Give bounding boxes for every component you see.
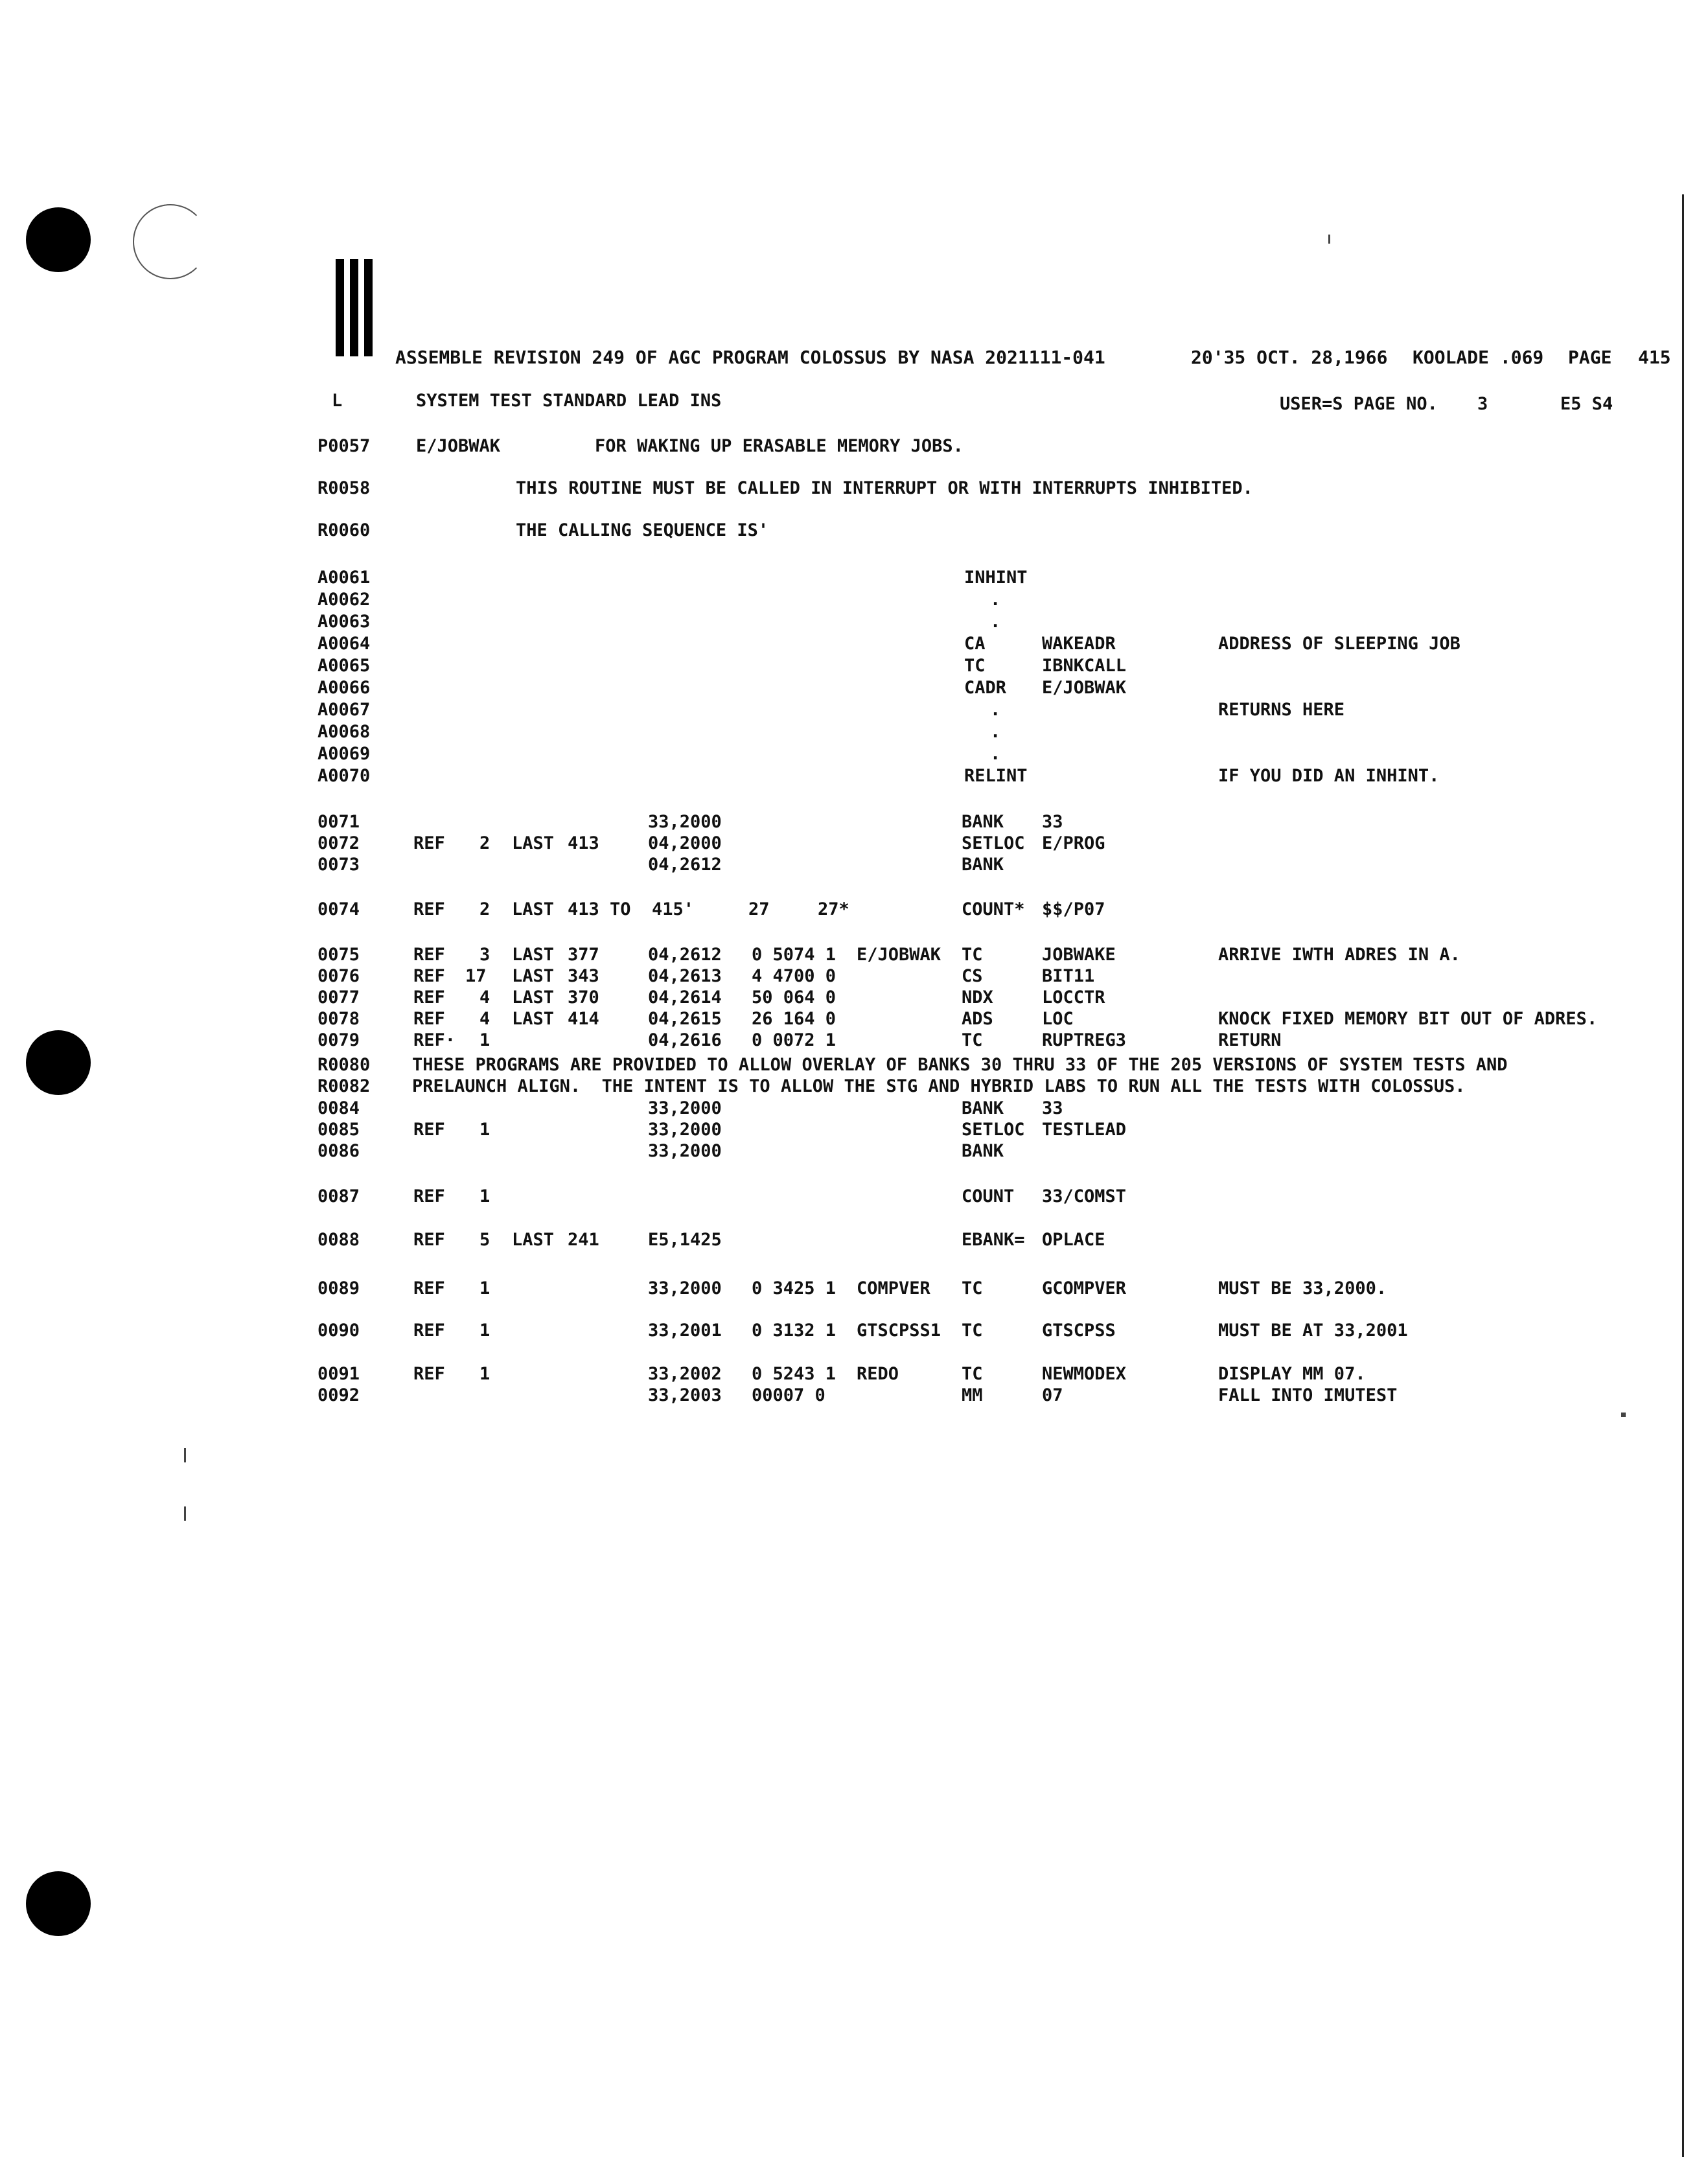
line-number: A0070 bbox=[317, 766, 371, 786]
ref-marker: REF bbox=[413, 1230, 445, 1250]
line-number: 0079 bbox=[317, 1030, 360, 1050]
sequence-op: TC bbox=[964, 656, 986, 676]
ref-count: 3 bbox=[479, 945, 490, 965]
last-number: 370 bbox=[568, 987, 599, 1008]
address: 33,2000 bbox=[648, 1120, 722, 1140]
sequence-operand: E/JOBWAK bbox=[1042, 678, 1127, 698]
line-number: 0078 bbox=[317, 1009, 360, 1029]
line-number: 0073 bbox=[317, 855, 360, 875]
sequence-op: . bbox=[990, 700, 1001, 720]
line-number: A0069 bbox=[317, 744, 371, 764]
ref-count: 1 bbox=[479, 1321, 490, 1341]
punch-hole-outline bbox=[133, 204, 208, 279]
ref-count: 4 bbox=[479, 1009, 490, 1029]
last-label: LAST bbox=[512, 945, 555, 965]
last-number: 414 bbox=[568, 1009, 599, 1029]
remark-text: PRELAUNCH ALIGN. THE INTENT IS TO ALLOW THE STG AND HYBRID LABS TO RUN ALL THE TESTS WITH COLOSSUS. bbox=[412, 1076, 1466, 1096]
ref-count: 2 bbox=[479, 833, 490, 853]
opcode: EBANK= bbox=[962, 1230, 1025, 1250]
address: 04,2614 bbox=[648, 987, 722, 1008]
address: 33,2000 bbox=[648, 812, 722, 832]
line-number: A0063 bbox=[317, 612, 371, 632]
sequence-op: . bbox=[990, 612, 1001, 632]
line-number: 0090 bbox=[317, 1321, 360, 1341]
ref-marker: REF bbox=[413, 1364, 445, 1384]
operand: OPLACE bbox=[1042, 1230, 1105, 1250]
line-number: 0091 bbox=[317, 1364, 360, 1384]
object-code: 26 164 0 bbox=[752, 1009, 837, 1029]
opcode: TC bbox=[962, 1278, 983, 1298]
last-label: LAST bbox=[512, 1230, 555, 1250]
address: 33,2000 bbox=[648, 1141, 722, 1161]
symbol-label: COMPVER bbox=[857, 1278, 930, 1298]
opcode: BANK bbox=[962, 855, 1004, 875]
line-number: 0092 bbox=[317, 1385, 360, 1405]
ref-count: 2 bbox=[479, 899, 490, 919]
comment: MUST BE 33,2000. bbox=[1218, 1278, 1387, 1298]
address: 33,2000 bbox=[648, 1278, 722, 1298]
ref-count: 1 bbox=[479, 1186, 490, 1206]
address: 04,2000 bbox=[648, 833, 722, 853]
operand: GCOMPVER bbox=[1042, 1278, 1127, 1298]
header-title: ASSEMBLE REVISION 249 OF AGC PROGRAM COLOSSUS BY NASA 2021111-041 bbox=[395, 347, 1105, 368]
object-code: 0 3425 1 bbox=[752, 1278, 837, 1298]
line-number: 0085 bbox=[317, 1120, 360, 1140]
comment: RETURN bbox=[1218, 1030, 1282, 1050]
symbol-label: REDO bbox=[857, 1364, 899, 1384]
opcode: SETLOC bbox=[962, 1120, 1025, 1140]
last-label: LAST bbox=[512, 966, 555, 986]
operand: 33/COMST bbox=[1042, 1186, 1127, 1206]
symbol-label: GTSCPSS1 bbox=[857, 1321, 941, 1341]
comment: MUST BE AT 33,2001 bbox=[1218, 1321, 1408, 1341]
intro-text: THIS ROUTINE MUST BE CALLED IN INTERRUPT OR WITH INTERRUPTS INHIBITED. bbox=[516, 478, 1253, 498]
last-label: LAST bbox=[512, 1009, 555, 1029]
sequence-comment: IF YOU DID AN INHINT. bbox=[1218, 766, 1440, 786]
ref-marker: REF bbox=[413, 966, 445, 986]
line-number: A0062 bbox=[317, 590, 371, 610]
subheader-marker: L bbox=[332, 391, 343, 411]
operand: E/PROG bbox=[1042, 833, 1105, 853]
opcode: BANK bbox=[962, 1098, 1004, 1118]
header-page-number: 415 bbox=[1638, 347, 1671, 368]
ref-marker: REF bbox=[413, 1120, 445, 1140]
operand: LOC bbox=[1042, 1009, 1074, 1029]
object-code: 27* bbox=[818, 899, 849, 919]
punch-hole-bottom bbox=[26, 1871, 91, 1936]
ref-marker: REF bbox=[413, 833, 445, 853]
sequence-op: . bbox=[990, 590, 1001, 610]
operand: 07 bbox=[1042, 1385, 1063, 1405]
operand: JOBWAKE bbox=[1042, 945, 1116, 965]
ref-marker: REF· bbox=[413, 1030, 456, 1050]
line-number: 0076 bbox=[317, 966, 360, 986]
object-code: 00007 0 bbox=[752, 1385, 825, 1405]
address: 33,2002 bbox=[648, 1364, 722, 1384]
ref-marker: REF bbox=[413, 899, 445, 919]
address: 27 bbox=[748, 899, 770, 919]
line-number: 0086 bbox=[317, 1141, 360, 1161]
subheader-section: SYSTEM TEST STANDARD LEAD INS bbox=[416, 391, 722, 411]
operand: 33 bbox=[1042, 1098, 1063, 1118]
line-number: 0075 bbox=[317, 945, 360, 965]
ref-marker: REF bbox=[413, 1321, 445, 1341]
users-page-number: 3 bbox=[1477, 394, 1488, 414]
ref-count: 1 bbox=[479, 1120, 490, 1140]
scan-speck bbox=[184, 1448, 186, 1462]
scan-speck bbox=[1621, 1413, 1626, 1417]
scan-speck bbox=[184, 1506, 186, 1521]
operand: TESTLEAD bbox=[1042, 1120, 1127, 1140]
sequence-op: INHINT bbox=[964, 568, 1028, 588]
line-number: 0084 bbox=[317, 1098, 360, 1118]
opcode: CS bbox=[962, 966, 983, 986]
header-page-label: PAGE bbox=[1568, 347, 1612, 368]
ref-marker: REF bbox=[413, 1186, 445, 1206]
line-number: 0077 bbox=[317, 987, 360, 1008]
opcode: TC bbox=[962, 945, 983, 965]
comment: DISPLAY MM 07. bbox=[1218, 1364, 1366, 1384]
ref-marker: REF bbox=[413, 945, 445, 965]
line-number: P0057 bbox=[317, 436, 371, 456]
line-number: A0065 bbox=[317, 656, 371, 676]
sequence-op: RELINT bbox=[964, 766, 1028, 786]
operand: NEWMODEX bbox=[1042, 1364, 1127, 1384]
remark-line-number: R0080 bbox=[317, 1055, 371, 1075]
ref-count: 17 bbox=[465, 966, 487, 986]
line-number: 0089 bbox=[317, 1278, 360, 1298]
opcode: BANK bbox=[962, 1141, 1004, 1161]
sequence-comment: RETURNS HERE bbox=[1218, 700, 1345, 720]
line-number: A0061 bbox=[317, 568, 371, 588]
ref-count: 1 bbox=[479, 1364, 490, 1384]
punch-hole-middle bbox=[26, 1030, 91, 1095]
object-code: 4 4700 0 bbox=[752, 966, 837, 986]
last-number: 343 bbox=[568, 966, 599, 986]
line-number: 0072 bbox=[317, 833, 360, 853]
opcode: COUNT* bbox=[962, 899, 1025, 919]
last-number: 241 bbox=[568, 1230, 599, 1250]
last-label: LAST bbox=[512, 899, 555, 919]
operand: GTSCPSS bbox=[1042, 1321, 1116, 1341]
last-label: LAST bbox=[512, 987, 555, 1008]
line-number: 0088 bbox=[317, 1230, 360, 1250]
address: 04,2612 bbox=[648, 945, 722, 965]
intro-text: THE CALLING SEQUENCE IS' bbox=[516, 520, 769, 540]
line-number: A0066 bbox=[317, 678, 371, 698]
opcode: TC bbox=[962, 1364, 983, 1384]
opcode: MM bbox=[962, 1385, 983, 1405]
punch-hole-top bbox=[26, 207, 91, 272]
last-label: LAST bbox=[512, 833, 555, 853]
address: 33,2003 bbox=[648, 1385, 722, 1405]
line-number: A0067 bbox=[317, 700, 371, 720]
comment: KNOCK FIXED MEMORY BIT OUT OF ADRES. bbox=[1218, 1009, 1598, 1029]
opcode: ADS bbox=[962, 1009, 993, 1029]
remark-text: THESE PROGRAMS ARE PROVIDED TO ALLOW OVERLAY OF BANKS 30 THRU 33 OF THE 205 VERSIONS OF SYSTEM TESTS AND bbox=[412, 1055, 1508, 1075]
ref-marker: REF bbox=[413, 1278, 445, 1298]
opcode: COUNT bbox=[962, 1186, 1015, 1206]
opcode: NDX bbox=[962, 987, 993, 1008]
sequence-op: CADR bbox=[964, 678, 1007, 698]
address: 04,2612 bbox=[648, 855, 722, 875]
ref-count: 1 bbox=[479, 1278, 490, 1298]
line-number: A0068 bbox=[317, 722, 371, 742]
line-number: 0074 bbox=[317, 899, 360, 919]
sequence-comment: ADDRESS OF SLEEPING JOB bbox=[1218, 634, 1460, 654]
operand: 33 bbox=[1042, 812, 1063, 832]
ref-marker: REF bbox=[413, 987, 445, 1008]
users-page-label: USER=S PAGE NO. bbox=[1280, 394, 1438, 414]
line-number: R0060 bbox=[317, 520, 371, 540]
object-code: 0 0072 1 bbox=[752, 1030, 837, 1050]
object-code: 50 064 0 bbox=[752, 987, 837, 1008]
operand: BIT11 bbox=[1042, 966, 1095, 986]
last-number: 377 bbox=[568, 945, 599, 965]
operand: $$/P07 bbox=[1042, 899, 1105, 919]
opcode: TC bbox=[962, 1030, 983, 1050]
opcode: SETLOC bbox=[962, 833, 1025, 853]
address: 33,2000 bbox=[648, 1098, 722, 1118]
subheader-code: E5 S4 bbox=[1560, 394, 1613, 414]
operand: RUPTREG3 bbox=[1042, 1030, 1127, 1050]
comment: FALL INTO IMUTEST bbox=[1218, 1385, 1398, 1405]
object-code: 0 5243 1 bbox=[752, 1364, 837, 1384]
opcode: TC bbox=[962, 1321, 983, 1341]
ref-count: 5 bbox=[479, 1230, 490, 1250]
sequence-op: . bbox=[990, 722, 1001, 742]
comment: ARRIVE IWTH ADRES IN A. bbox=[1218, 945, 1460, 965]
sequence-operand: WAKEADR bbox=[1042, 634, 1116, 654]
address: E5,1425 bbox=[648, 1230, 722, 1250]
intro-label: E/JOBWAK bbox=[416, 436, 501, 456]
header-koolade: KOOLADE .069 bbox=[1413, 347, 1544, 368]
address: 04,2616 bbox=[648, 1030, 722, 1050]
logo-bars bbox=[336, 259, 375, 360]
line-number: 0087 bbox=[317, 1186, 360, 1206]
remark-line-number: R0082 bbox=[317, 1076, 371, 1096]
ref-count: 4 bbox=[479, 987, 490, 1008]
line-number: R0058 bbox=[317, 478, 371, 498]
sequence-operand: IBNKCALL bbox=[1042, 656, 1127, 676]
page-edge-line bbox=[1682, 194, 1684, 2157]
header-date: 20'35 OCT. 28,1966 bbox=[1191, 347, 1388, 368]
last-number: 413 bbox=[568, 833, 599, 853]
ref-count: 1 bbox=[479, 1030, 490, 1050]
sequence-op: CA bbox=[964, 634, 986, 654]
object-code: 0 3132 1 bbox=[752, 1321, 837, 1341]
line-number: A0064 bbox=[317, 634, 371, 654]
symbol-label: E/JOBWAK bbox=[857, 945, 941, 965]
last-number: 413 TO 415' bbox=[568, 899, 695, 919]
operand: LOCCTR bbox=[1042, 987, 1105, 1008]
object-code: 0 5074 1 bbox=[752, 945, 837, 965]
scan-speck bbox=[1328, 235, 1330, 244]
intro-text: FOR WAKING UP ERASABLE MEMORY JOBS. bbox=[595, 436, 964, 456]
ref-marker: REF bbox=[413, 1009, 445, 1029]
address: 04,2613 bbox=[648, 966, 722, 986]
opcode: BANK bbox=[962, 812, 1004, 832]
line-number: 0071 bbox=[317, 812, 360, 832]
sequence-op: . bbox=[990, 744, 1001, 764]
address: 04,2615 bbox=[648, 1009, 722, 1029]
address: 33,2001 bbox=[648, 1321, 722, 1341]
